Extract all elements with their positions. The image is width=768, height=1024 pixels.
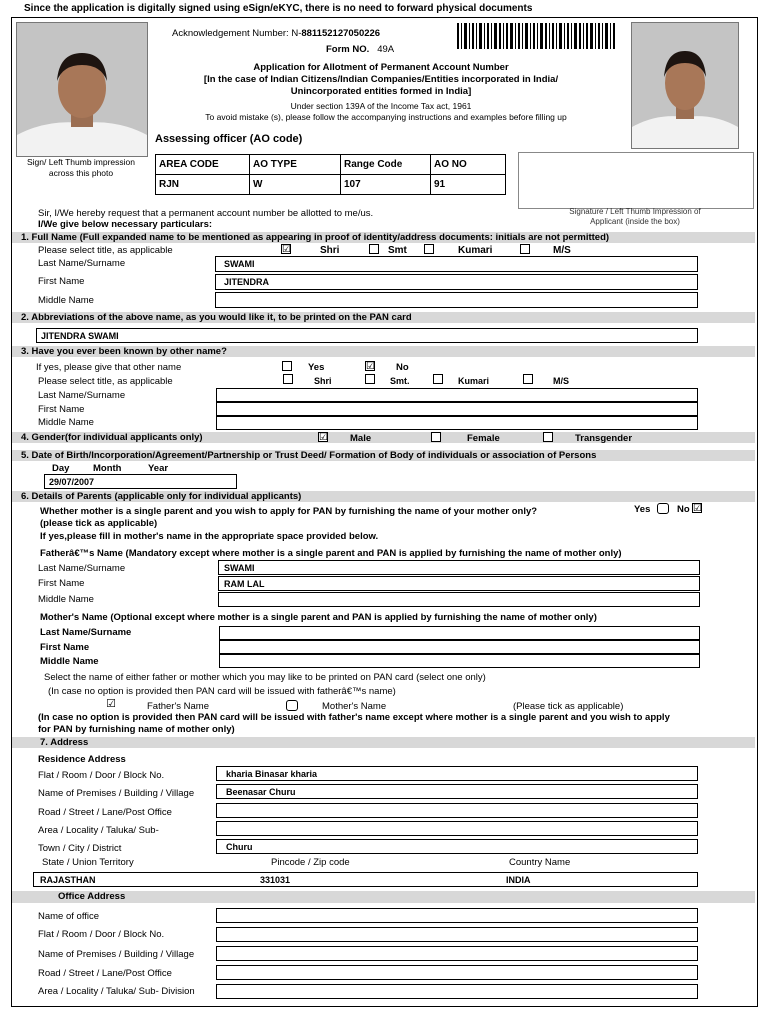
ao-code-table (155, 154, 506, 195)
s6-tick-applicable: (Please tick as applicable) (513, 701, 624, 712)
s3-checkbox-smt[interactable] (365, 374, 375, 384)
s6-father-heading: Fatherâ€™s Name (Mandatory except where mother is a single parent and PAN is applied by furnishing the name of mother only) (40, 548, 622, 559)
s1-checkbox-smt[interactable] (369, 244, 379, 254)
s6-radio-mothers-name[interactable] (286, 700, 298, 711)
s3-checkbox-no[interactable]: ☑ (366, 361, 375, 372)
section-7-heading: 7. Address (12, 737, 755, 748)
s3-middle-label: Middle Name (38, 417, 94, 428)
s4-male: Male (350, 433, 372, 444)
s6-no-option-note: (In case no option is provided then PAN card will be issued with fatherâ€™s name) (48, 686, 396, 697)
s1-middle-label: Middle Name (38, 295, 94, 306)
signature-caption: Signature / Left Thumb Impression of Applicant (inside the box) (569, 207, 701, 226)
s1-checkbox-shri[interactable]: ☑ (282, 244, 291, 255)
s7-office-heading: Office Address (12, 891, 755, 903)
s6-mother-last-field[interactable] (219, 626, 700, 640)
s3-checkbox-yes[interactable] (282, 361, 292, 371)
s6-checkbox-no[interactable]: ☑ (693, 503, 702, 514)
ao-header-ao-type: AO TYPE (250, 155, 341, 175)
form-number (326, 44, 394, 55)
s7-office-road-label: Road / Street / Lane/Post Office (38, 968, 172, 979)
s6-father-last-label: Last Name/Surname (38, 563, 126, 574)
s7-office-premises-field[interactable] (216, 946, 698, 961)
s7-office-area-label: Area / Locality / Taluka/ Sub- Division (38, 986, 195, 997)
s5-year: Year (148, 463, 169, 474)
ack-value: 881152127050226 (301, 28, 381, 39)
s7-office-premises-label: Name of Premises / Building / Village (38, 949, 195, 960)
s3-last-label: Last Name/Surname (38, 390, 126, 401)
s6-no: No (677, 504, 690, 515)
s3-last-name-field[interactable] (216, 388, 698, 402)
s6-father-middle-field[interactable] (218, 592, 700, 607)
s7-flat-label: Flat / Room / Door / Block No. (38, 770, 165, 781)
s7-country-label: Country Name (509, 857, 571, 868)
s1-last-name-field[interactable]: SWAMI (215, 256, 698, 272)
s3-first-label: First Name (38, 404, 85, 415)
s3-ifyes: If yes, please give that other name (36, 362, 182, 373)
s7-country-value[interactable]: INDIA (506, 875, 531, 885)
s1-checkbox-kumari[interactable] (424, 244, 434, 254)
s6-fathers-name: Father's Name (147, 701, 210, 712)
s6-mothers-name: Mother's Name (322, 701, 387, 712)
s3-title-kumari: Kumari (458, 376, 490, 386)
s1-first-label: First Name (38, 276, 85, 287)
s3-no: No (396, 362, 409, 373)
section-2-heading: 2. Abbreviations of the above name, as you would like it, to be printed on the PAN card (12, 312, 755, 323)
form-no-label: Form NO. (326, 44, 370, 55)
s7-office-flat-label: Flat / Room / Door / Block No. (38, 929, 165, 940)
s7-state-label: State / Union Territory (42, 857, 134, 868)
s7-pin-value[interactable]: 331031 (260, 875, 291, 885)
s5-day: Day (52, 463, 70, 474)
barcode (457, 23, 615, 49)
title-line-1: Application for Allotment of Permanent Account Number (253, 62, 509, 73)
s7-area-label: Area / Locality / Taluka/ Sub- (38, 825, 159, 836)
s6-tick-note: (please tick as applicable) (40, 518, 158, 529)
s7-office-road-field[interactable] (216, 965, 698, 980)
s3-checkbox-shri[interactable] (283, 374, 293, 384)
s3-select-title: Please select title, as applicable (38, 376, 173, 387)
ao-header-ao-no: AO NO (431, 155, 506, 175)
signature-box[interactable] (518, 152, 754, 209)
form-no-value: 49A (377, 44, 395, 55)
s2-abbreviation-field[interactable]: JITENDRA SWAMI (36, 328, 698, 343)
s3-yes: Yes (308, 362, 325, 373)
title-line-5: To avoid mistake (s), please follow the accompanying instructions and examples before filling up (205, 112, 567, 122)
ao-heading: Assessing officer (AO code) (155, 133, 303, 145)
s6-mother-last-label: Last Name/Surname (40, 627, 132, 638)
s4-checkbox-transgender[interactable] (543, 432, 553, 442)
s6-ifyes-note: If yes,please fill in mother's name in the appropriate space provided below. (40, 531, 379, 542)
digital-sign-note: Since the application is digitally signed using eSign/eKYC, there is no need to forward physical documents (24, 3, 533, 14)
s4-transgender: Transgender (575, 433, 633, 444)
s1-first-name-field[interactable]: JITENDRA (215, 274, 698, 290)
s6-note-line-2: for PAN by furnishing name of mother only) (38, 724, 235, 735)
s6-note-line-1: (In case no option is provided then PAN card will be issued with father's name except where mother is a single parent and you wish to apply (38, 712, 670, 723)
s7-road-field[interactable] (216, 803, 698, 818)
applicant-photo-right (631, 22, 739, 149)
ao-range-code[interactable]: 107 (341, 175, 431, 195)
s7-premises-field[interactable]: Beenasar Churu (216, 784, 698, 799)
s4-checkbox-female[interactable] (431, 432, 441, 442)
ack-label: Acknowledgement Number: N- (172, 28, 302, 39)
s7-road-label: Road / Street / Lane/Post Office (38, 807, 172, 818)
s6-single-parent-question: Whether mother is a single parent and you wish to apply for PAN by furnishing the name of your mother only? (40, 506, 538, 517)
s1-last-label: Last Name/Surname (38, 258, 126, 269)
s6-radio-yes[interactable] (657, 503, 669, 514)
s1-middle-name-field[interactable] (215, 292, 698, 308)
s1-select-title: Please select title, as applicable (38, 245, 173, 256)
s7-office-name-label: Name of office (38, 911, 100, 922)
s6-checkbox-fathers-name[interactable]: ☑ (106, 698, 116, 710)
title-line-2: [In the case of Indian Citizens/Indian Companies/Entities incorporated in India/ (203, 74, 559, 85)
s7-office-area-field[interactable] (216, 984, 698, 999)
intro-request: Sir, I/We hereby request that a permanent account number be allotted to me/us. (38, 208, 374, 219)
ao-header-area-code: AREA CODE (156, 155, 250, 175)
section-6-heading: 6. Details of Parents (applicable only for individual applicants) (12, 491, 755, 502)
intro-particulars: I/We give below necessary particulars: (38, 219, 213, 230)
s1-title-ms: M/S (553, 245, 571, 256)
s7-state-pin-country-row (33, 872, 698, 887)
ao-area-code[interactable]: RJN (156, 175, 250, 195)
s6-mother-middle-label: Middle Name (40, 656, 99, 667)
s7-flat-field[interactable]: kharia Binasar kharia (216, 766, 698, 781)
s6-mother-heading: Mother's Name (Optional except where mother is a single parent and PAN is applied by furnishing the name of mother only) (40, 612, 597, 623)
ack-number (172, 28, 380, 39)
form-title (155, 62, 607, 98)
s3-middle-name-field[interactable] (216, 416, 698, 430)
s7-state-value[interactable]: RAJASTHAN (40, 875, 96, 885)
s6-father-first-label: First Name (38, 578, 85, 589)
s6-mother-first-field[interactable] (219, 640, 700, 654)
s7-pin-label: Pincode / Zip code (271, 857, 350, 868)
s3-checkbox-ms[interactable] (523, 374, 533, 384)
s6-father-last-field[interactable]: SWAMI (218, 560, 700, 575)
s5-month: Month (93, 463, 122, 474)
applicant-photo-left (16, 22, 148, 157)
photo-caption: Sign/ Left Thumb impression across this photo (26, 157, 136, 178)
s3-title-shri: Shri (314, 376, 332, 386)
s7-office-name-field[interactable] (216, 908, 698, 923)
section-4-heading: 4. Gender(for individual applicants only) (12, 432, 755, 443)
s6-mother-middle-field[interactable] (219, 654, 700, 668)
s3-title-ms: M/S (553, 376, 570, 386)
s7-office-flat-field[interactable] (216, 927, 698, 942)
s1-checkbox-ms[interactable] (520, 244, 530, 254)
s5-dob-field[interactable]: 29/07/2007 (44, 474, 237, 489)
s6-mother-first-label: First Name (40, 642, 90, 653)
s7-town-label: Town / City / District (38, 843, 122, 854)
section-5-heading: 5. Date of Birth/Incorporation/Agreement/Partnership or Trust Deed/ Formation of Body of individuals or association of Persons (12, 450, 755, 461)
s4-checkbox-male[interactable]: ☑ (319, 432, 328, 443)
s6-father-first-field[interactable]: RAM LAL (218, 576, 700, 591)
s7-premises-label: Name of Premises / Building / Village (38, 788, 195, 799)
ao-header-range-code: Range Code (341, 155, 431, 175)
title-line-4: Under section 139A of the Income Tax act, 1961 (290, 101, 472, 111)
ao-number[interactable]: 91 (431, 175, 506, 195)
s6-father-middle-label: Middle Name (38, 594, 94, 605)
s6-yes: Yes (634, 504, 651, 515)
s3-first-name-field[interactable] (216, 402, 698, 416)
s1-title-shri: Shri (320, 245, 340, 256)
s7-residence-heading: Residence Address (38, 754, 126, 765)
s3-checkbox-kumari[interactable] (433, 374, 443, 384)
s7-area-field[interactable] (216, 821, 698, 836)
ao-type[interactable]: W (250, 175, 341, 195)
s7-town-field[interactable]: Churu (216, 839, 698, 854)
s1-title-smt: Smt (388, 245, 407, 256)
s3-title-smt: Smt. (390, 376, 410, 386)
title-line-3: Unincorporated entities formed in India] (290, 86, 472, 97)
s6-select-print: Select the name of either father or mother which you may like to be printed on PAN card (select one only) (44, 672, 486, 683)
s4-female: Female (467, 433, 500, 444)
section-3-heading: 3. Have you ever been known by other name? (12, 346, 755, 357)
s1-title-kumari: Kumari (458, 245, 493, 256)
section-1-heading: 1. Full Name (Full expanded name to be mentioned as appearing in proof of identity/address documents: initials are not permitted) (12, 232, 755, 243)
